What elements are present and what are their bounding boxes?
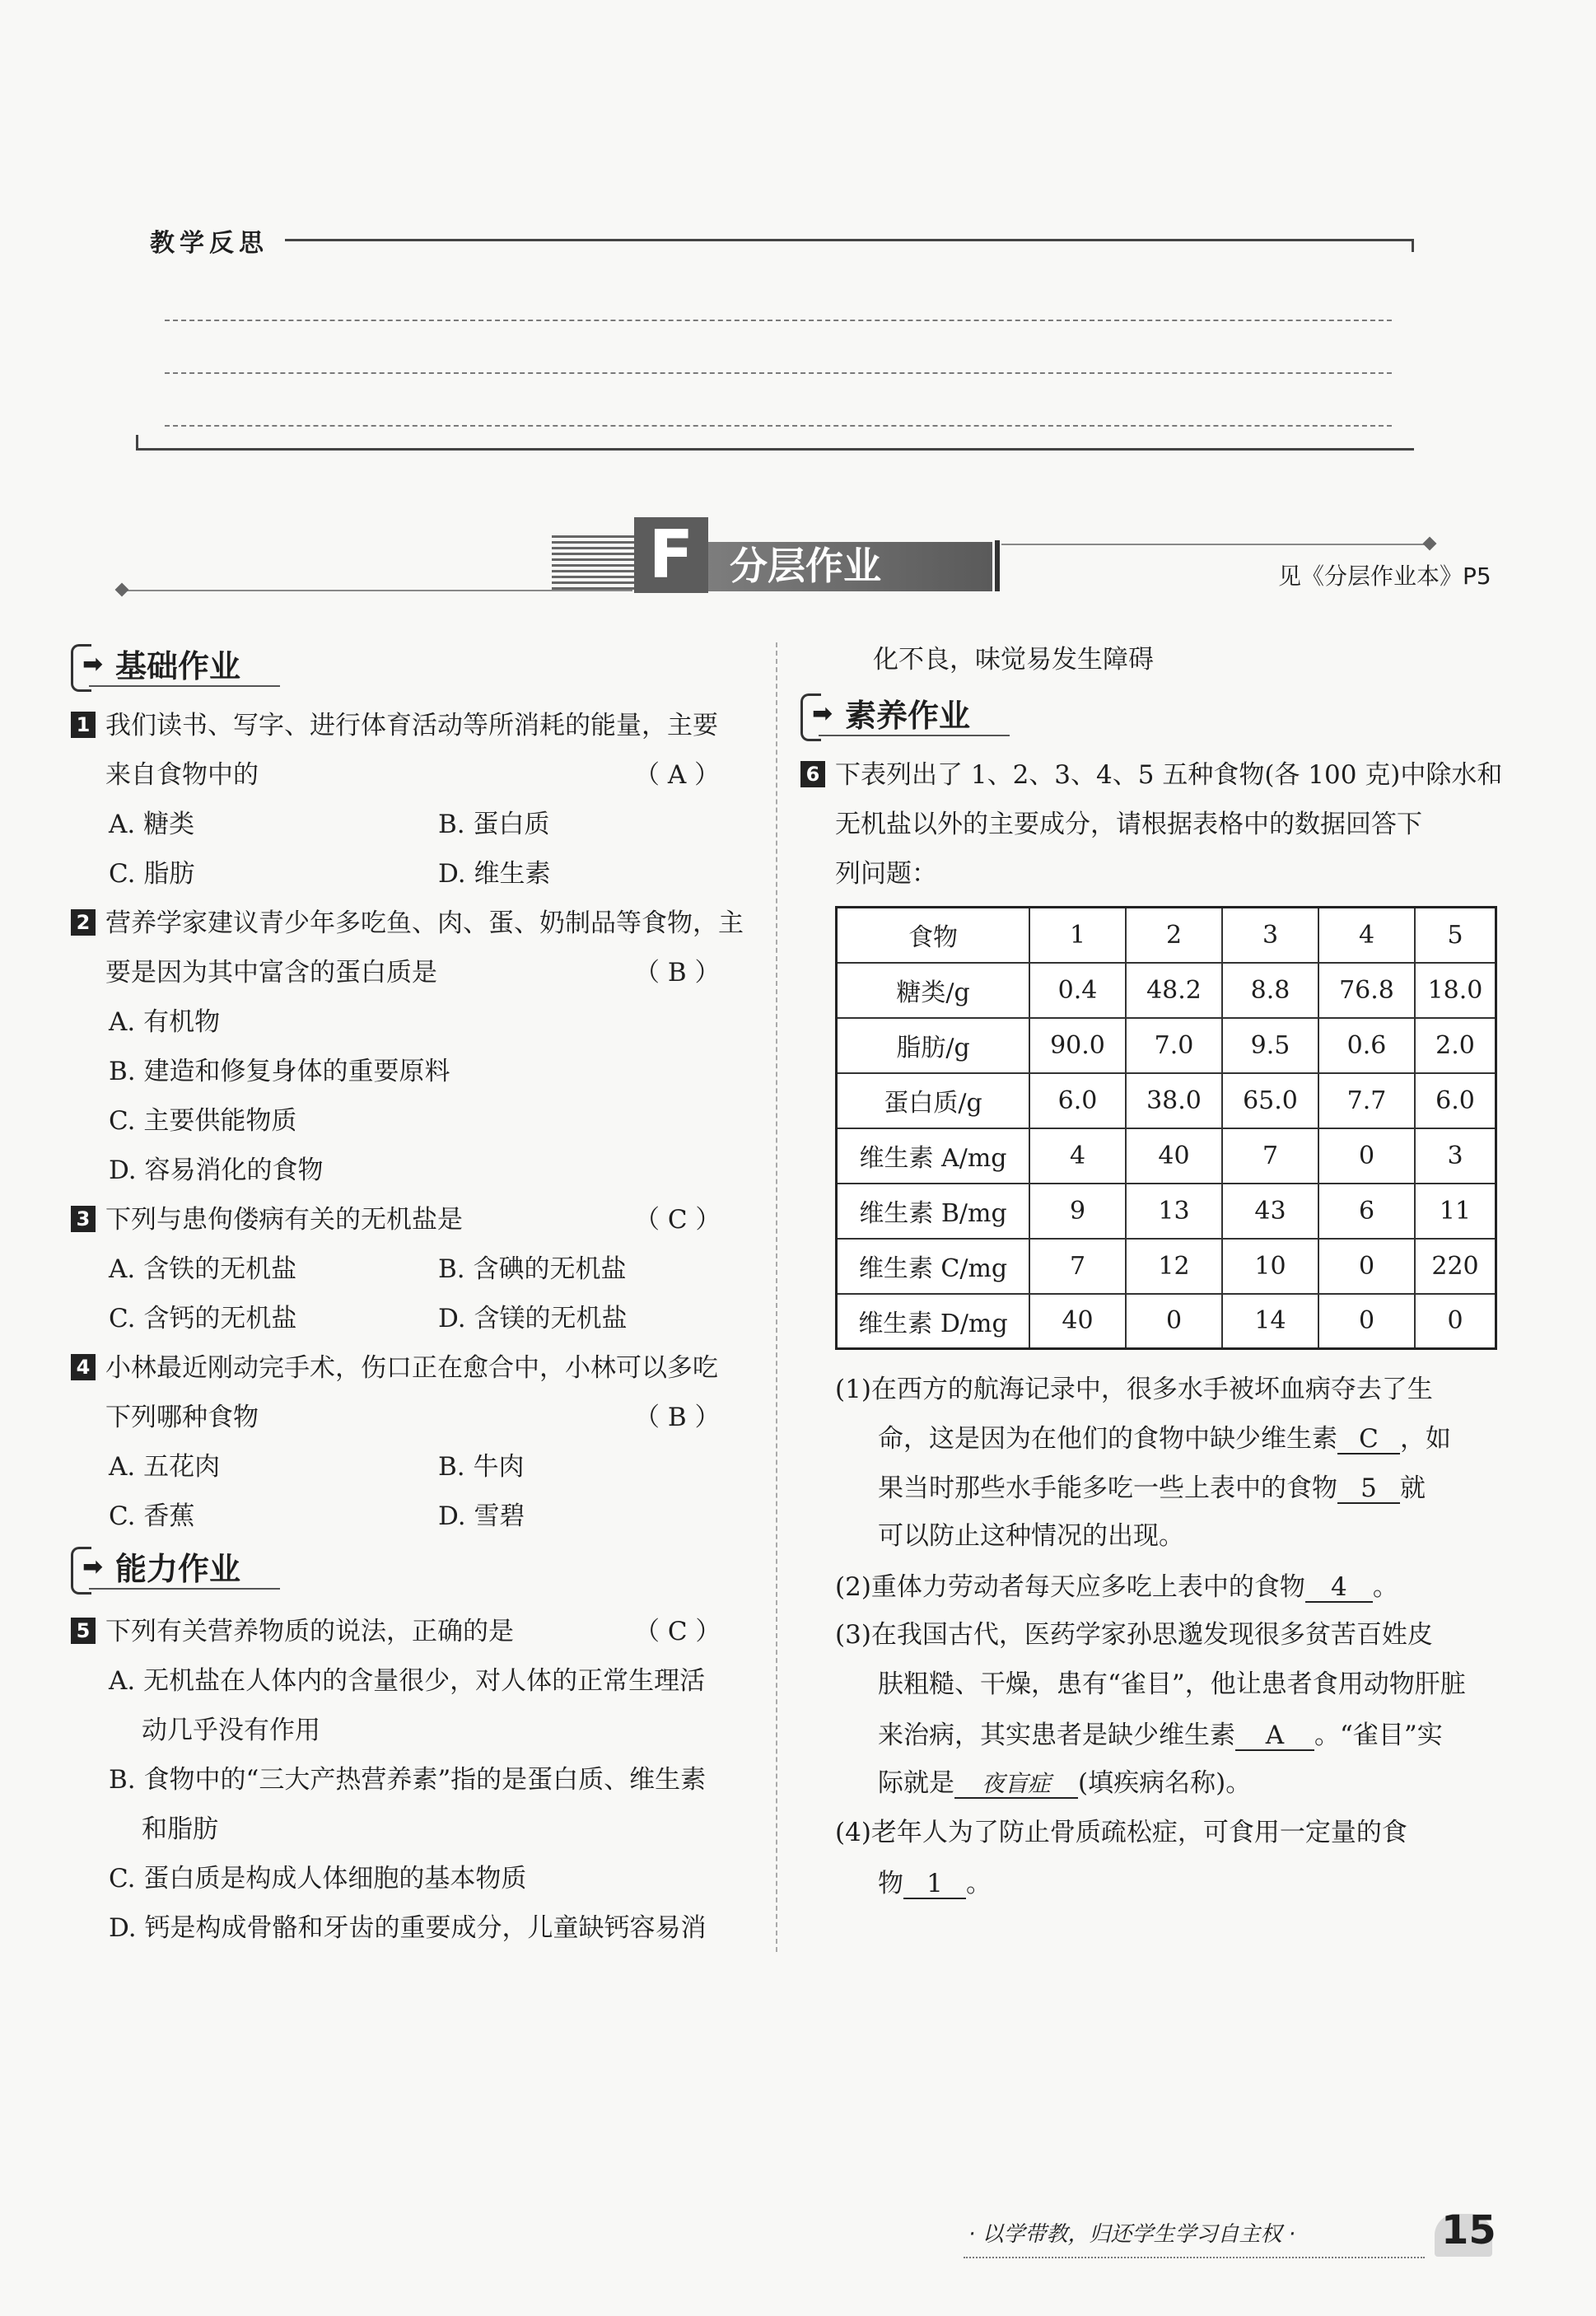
table-row [837,963,1496,1018]
banner-title: 分层作业 [730,544,881,588]
answer-blank: 1 [903,1870,966,1899]
banner-end-bar [995,540,1000,591]
answer-blank: C [1337,1425,1400,1455]
table-cell: 维生素 C/mg [837,1239,1030,1294]
option-a: A. 无机盐在人体内的含量很少，对人体的正常生理活 [109,1666,706,1696]
section-literacy-header [800,693,1015,738]
option-a-cont: 动几乎没有作用 [142,1716,320,1745]
subquestion-4: (4)老年人为了防止骨质疏松症，可食用一定量的食 [835,1818,1407,1847]
section-title: 能力作业 [115,1551,241,1587]
banner-right-rule [1001,544,1430,545]
subquestion-3: (3)在我国古代，医药学家孙思邈发现很多贫苦百姓皮 [835,1620,1433,1650]
table-cell: 11 [1415,1184,1496,1239]
text: ，如 [1400,1424,1451,1454]
question-text: 下列有关营养物质的说法，正确的是 [105,1617,514,1646]
banner-f-logo: F [634,517,708,593]
table-cell: 2.0 [1415,1018,1496,1073]
table-cell: 90.0 [1029,1018,1126,1073]
table-header-cell: 4 [1318,908,1415,963]
banner-stripes [552,535,642,590]
table-cell: 7.0 [1126,1018,1222,1073]
arrow-right-icon: ➡ [812,699,833,728]
table-cell: 10 [1222,1239,1318,1294]
section-underline [89,1588,280,1590]
table-row [837,1184,1496,1239]
question-number: 5 [71,1618,96,1644]
table-cell: 脂肪/g [837,1018,1030,1073]
table-cell: 4 [1029,1128,1126,1184]
answer-blank: 5 [1337,1474,1400,1504]
question-number: 2 [71,909,96,936]
answer-choice: （ B ） [634,958,721,988]
text: (2)重体力劳动者每天应多吃上表中的食物 [835,1572,1305,1602]
writing-line [165,372,1392,374]
page-number: 15 [1441,2207,1496,2253]
table-header-cell: 1 [1029,908,1126,963]
section-title: 素养作业 [845,698,971,734]
table-cell: 40 [1029,1294,1126,1349]
text: 物 [878,1869,903,1898]
text: 果当时那些水手能多吃一些上表中的食物 [878,1473,1337,1503]
option-c: C. 主要供能物质 [109,1106,297,1136]
section-title: 基础作业 [115,648,241,684]
table-cell: 220 [1415,1239,1496,1294]
subquestion-4-line2 [878,1870,992,1899]
table-row [837,1294,1496,1349]
table-cell: 13 [1126,1184,1222,1239]
table-header-row [837,908,1496,963]
footer-slogan: · 以学带教，归还学生学习自主权 · [968,2222,1296,2247]
subquestion-2 [835,1573,1398,1603]
table-cell: 0 [1318,1294,1415,1349]
table-cell: 7 [1029,1239,1126,1294]
section-ability-header [71,1547,285,1591]
table-cell: 14 [1222,1294,1318,1349]
text: 际就是 [878,1768,954,1798]
table-cell: 0.4 [1029,963,1126,1018]
table-cell: 65.0 [1222,1073,1318,1128]
table-cell: 维生素 D/mg [837,1294,1030,1349]
table-cell: 6.0 [1415,1073,1496,1128]
table-cell: 40 [1126,1128,1222,1184]
option-b: B. 建造和修复身体的重要原料 [109,1057,450,1086]
table-header-cell: 食物 [837,908,1030,963]
subquestion-3-line2: 肤粗糙、干燥，患有“雀目”，他让患者食用动物肝脏 [878,1669,1466,1699]
table-cell: 维生素 B/mg [837,1184,1030,1239]
column-divider [776,642,777,1952]
text: 。“雀目”实 [1314,1721,1443,1750]
table-cell: 9 [1029,1184,1126,1239]
question-text: 下列与患佝偻病有关的无机盐是 [105,1205,463,1235]
option-c: C. 含钙的无机盐 [109,1304,297,1333]
table-row [837,1128,1496,1184]
option-a: A. 含铁的无机盐 [109,1254,297,1284]
table-cell: 76.8 [1318,963,1415,1018]
banner-left-rule [122,590,632,591]
answer-blank: 4 [1305,1573,1373,1603]
answer-choice: （ C ） [634,1617,721,1646]
subquestion-1-line3 [878,1474,1426,1504]
table-cell: 9.5 [1222,1018,1318,1073]
table-cell: 48.2 [1126,963,1222,1018]
reflection-title: 教学反思 [150,229,268,258]
reflection-bottom-rule [136,448,1414,451]
option-b: B. 蛋白质 [438,810,550,839]
arrow-right-icon: ➡ [82,1553,104,1581]
banner-reference: 见《分层作业本》P5 [1278,563,1491,590]
option-d: D. 容易消化的食物 [109,1156,324,1185]
table-cell: 38.0 [1126,1073,1222,1128]
table-header-cell: 5 [1415,908,1496,963]
table-cell: 8.8 [1222,963,1318,1018]
table-cell: 43 [1222,1184,1318,1239]
subquestion-3-line4 [878,1768,1252,1799]
option-d: D. 含镁的无机盐 [438,1304,628,1333]
option-d: D. 维生素 [438,859,551,889]
question-text: 列问题： [835,859,937,889]
banner-dot-left [115,583,129,597]
table-cell: 维生素 A/mg [837,1128,1030,1184]
table-cell: 0 [1126,1294,1222,1349]
text: 就 [1400,1473,1426,1503]
answer-blank: 夜盲症 [954,1772,1078,1799]
reflection-box [132,216,1416,455]
question-text: 无机盐以外的主要成分，请根据表格中的数据回答下 [835,810,1422,839]
writing-line [165,320,1392,321]
option-a: A. 有机物 [109,1007,221,1037]
answer-choice: （ B ） [634,1403,721,1432]
reflection-left-tick [136,435,138,448]
banner-dot-right [1423,537,1437,551]
table-header-cell: 2 [1126,908,1222,963]
answer-choice: （ C ） [634,1205,721,1235]
table-cell: 0.6 [1318,1018,1415,1073]
table-cell: 18.0 [1415,963,1496,1018]
question-text: 我们读书、写字、进行体育活动等所消耗的能量，主要 [105,711,718,740]
subquestion-1-line4: 可以防止这种情况的出现。 [878,1521,1184,1551]
reflection-top-rule [285,239,1413,241]
food-nutrient-table [835,906,1497,1350]
table-row [837,1018,1496,1073]
table-cell: 蛋白质/g [837,1073,1030,1128]
question-text: 来自食物中的 [105,760,259,790]
table-row [837,1239,1496,1294]
option-d: D. 雪碧 [438,1501,525,1531]
option-b: B. 牛肉 [438,1452,525,1482]
arrow-right-icon: ➡ [82,650,104,679]
option-b: B. 食物中的“三大产热营养素”指的是蛋白质、维生素 [109,1765,707,1795]
subquestion-1: (1)在西方的航海记录中，很多水手被坏血病夺去了生 [835,1375,1433,1404]
table-cell: 0 [1415,1294,1496,1349]
footer-underline [964,2257,1425,2258]
question-number: 1 [71,712,96,738]
text: 来治病，其实患者是缺少维生素 [878,1721,1235,1750]
question-text: 下表列出了 1、2、3、4、5 五种食物(各 100 克)中除水和 [835,760,1503,790]
question-text: 小林最近刚动完手术，伤口正在愈合中，小林可以多吃 [105,1353,718,1383]
option-a: A. 糖类 [109,810,195,839]
table-row [837,1073,1496,1128]
subquestion-3-line3 [878,1721,1443,1751]
text: 命，这是因为在他们的食物中缺少维生素 [878,1424,1337,1454]
question-number: 4 [71,1354,96,1380]
answer-blank: A [1235,1721,1314,1751]
question-text: 营养学家建议青少年多吃鱼、肉、蛋、奶制品等食物，主 [105,908,744,938]
table-cell: 0 [1318,1128,1415,1184]
option-c: C. 蛋白质是构成人体细胞的基本物质 [109,1864,527,1893]
table-cell: 6.0 [1029,1073,1126,1128]
reflection-right-tick [1412,239,1414,252]
text: 。 [966,1869,992,1898]
option-a: A. 五花肉 [109,1452,221,1482]
table-cell: 6 [1318,1184,1415,1239]
option-b: B. 含碘的无机盐 [438,1254,627,1284]
question-number: 3 [71,1206,96,1232]
option-d: D. 钙是构成骨骼和牙齿的重要成分，儿童缺钙容易消 [109,1913,707,1943]
answer-choice: （ A ） [634,760,721,790]
text: (填疾病名称)。 [1078,1768,1252,1798]
table-cell: 糖类/g [837,963,1030,1018]
writing-line [165,425,1392,427]
table-cell: 12 [1126,1239,1222,1294]
option-c: C. 香蕉 [109,1501,195,1531]
option-d-cont: 化不良，味觉易发生障碍 [873,645,1154,675]
option-c: C. 脂肪 [109,859,195,889]
table-cell: 7.7 [1318,1073,1415,1128]
text: 。 [1372,1572,1398,1602]
option-b-cont: 和脂肪 [142,1814,218,1844]
section-underline [819,735,1010,736]
section-underline [89,685,280,687]
table-header-cell: 3 [1222,908,1318,963]
table-cell: 7 [1222,1128,1318,1184]
table-cell: 0 [1318,1239,1415,1294]
table-cell: 3 [1415,1128,1496,1184]
question-text: 要是因为其中富含的蛋白质是 [105,958,437,988]
section-basic-header [71,644,285,689]
question-text: 下列哪种食物 [105,1403,259,1432]
subquestion-1-line2 [878,1425,1451,1455]
question-number: 6 [800,761,825,787]
